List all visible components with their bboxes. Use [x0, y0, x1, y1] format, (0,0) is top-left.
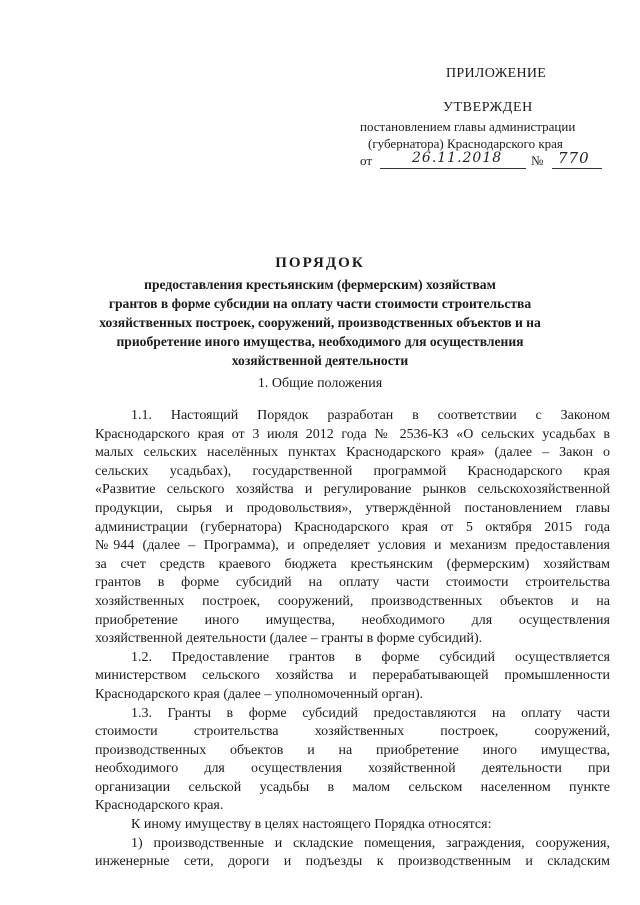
body-line: Краснодарского края (далее – уполномоченный орган).	[95, 686, 424, 702]
body-line: малых сельских населённых пунктах Краснодарского края» (далее – Закон о	[95, 445, 610, 461]
document-title: ПОРЯДОК	[275, 255, 365, 271]
number-underline	[552, 168, 602, 169]
approval-signature-row	[360, 149, 604, 171]
approved-by-line-1: постановлением главы администрации	[360, 119, 576, 134]
subtitle-line: хозяйственной деятельности	[231, 353, 409, 368]
body-line: 1.2. Предоставление грантов в форме субсидий осуществляется	[131, 649, 610, 665]
handwritten-number: 770	[558, 149, 590, 167]
body-line: министерством сельского хозяйства и перерабатывающей промышленности	[95, 668, 610, 684]
body-line: 1.1. Настоящий Порядок разработан в соответствии с Законом	[131, 408, 610, 423]
handwritten-date: 26.11.2018	[412, 150, 503, 166]
body-line: хозяйственных построек, сооружений, производственных объектов и на	[95, 593, 610, 609]
section-title: 1. Общие положения	[257, 376, 383, 391]
body-line: Краснодарского края от 3 июля 2012 года № 2536-КЗ «О сельских усадьбах в	[95, 426, 610, 442]
body-line: Краснодарского края.	[95, 798, 224, 814]
body-line: за счет средств краевого бюджета крестьянским (фермерским) хозяйствам	[95, 556, 610, 572]
appendix-label: ПРИЛОЖЕНИЕ	[446, 66, 547, 81]
document-subtitle	[40, 275, 600, 370]
date-underline	[380, 168, 526, 169]
body-line: хозяйственной деятельности (далее – гранты в форме субсидий).	[95, 631, 483, 647]
body-line: приобретение иного имущества, необходимого для осуществления	[95, 612, 610, 628]
body-line: К иному имуществу в целях настоящего Порядка относятся:	[131, 817, 492, 833]
body-line: администрации (губернатора) Краснодарского края от 5 октября 2015 года	[95, 519, 610, 535]
subtitle-line: предоставления крестьянским (фермерским) хозяйствам	[144, 277, 496, 292]
body-line: инженерные сети, дороги и подъезды к производственным и складским	[95, 854, 610, 870]
body-line: 1) производственные и складские помещения, заграждения, сооружения,	[131, 835, 610, 851]
date-label: от	[360, 153, 373, 168]
body-line: организации сельской усадьбы в малом сельском населенном пункте	[95, 779, 610, 795]
subtitle-line: хозяйственных построек, сооружений, производственных объектов и на	[99, 315, 541, 330]
body-text	[95, 407, 610, 872]
subtitle-line: грантов в форме субсидии на оплату части стоимости строительства	[108, 296, 532, 311]
body-line: продукции, сырья и продовольствия», утверждённой постановлением главы	[95, 500, 610, 516]
body-line: производственных объектов и на приобретение иного имущества,	[95, 742, 610, 758]
body-line: 1.3. Гранты в форме субсидий предоставляются на оплату части	[131, 705, 610, 721]
body-line: №944 (далее – Программа), и определяет условия и механизм предоставления	[95, 538, 610, 554]
body-line: необходимого для осуществления хозяйственной деятельности при	[95, 761, 610, 777]
body-line: стоимости строительства хозяйственных построек, сооружений,	[95, 724, 610, 740]
subtitle-line: приобретение иного имущества, необходимого для осуществления	[116, 334, 524, 349]
body-line: грантов в форме субсидий на оплату части стоимости строительства	[95, 575, 610, 591]
body-line: сельских усадьбах), государственной программой Краснодарского края	[95, 463, 610, 479]
approved-label: УТВЕРЖДЕН	[443, 100, 533, 115]
approved-by-line-2: (губернатора) Краснодарского края	[368, 136, 563, 151]
number-label: №	[531, 153, 544, 168]
body-line: «Развитие сельского хозяйства и регулирование рынков сельскохозяйственной	[95, 482, 610, 498]
